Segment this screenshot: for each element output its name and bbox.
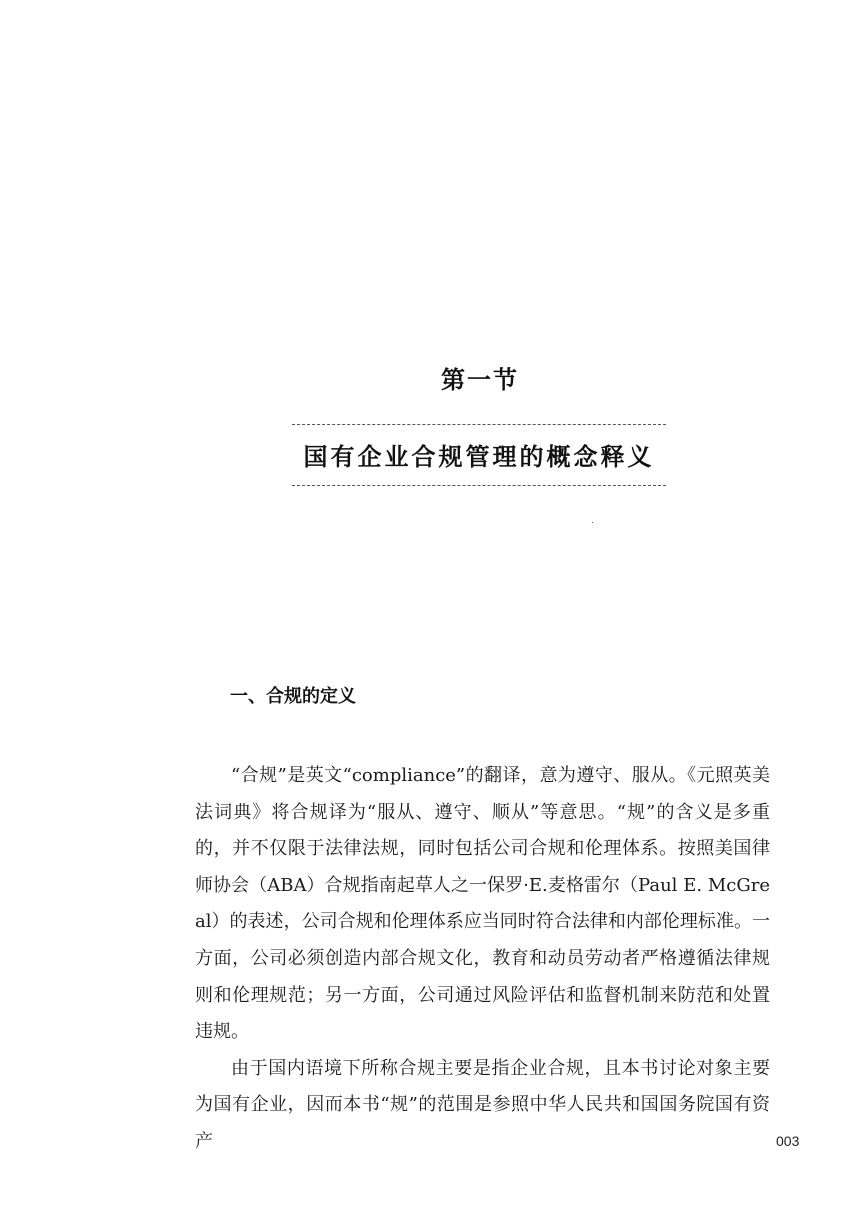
subsection-heading: 一、合规的定义: [230, 686, 356, 707]
scan-speck: [592, 522, 593, 523]
paragraph-1: “合规”是英文“compliance”的翻译，意为遵守、服从。《元照英美法词典》将合规译为“服从、遵守、顺从”等意思。“规”的含义是多重的，并不仅限于法律法规，同时包括公司合规和伦理体系。按照美国律师协会（ABA）合规指南起草人之一保罗·E.麦格雷尔（Paul E. McGreal）的表述，公司合规和伦理体系应当同时符合法律和内部伦理标准。一方面，公司必须创造内部合规文化，教育和动员劳动者严格遵循法律规则和伦理规范；另一方面，公司通过风险评估和监督机制来防范和处置违规。: [195, 765, 770, 1043]
body-text: [195, 758, 770, 1161]
section-title: 国有企业合规管理的概念释义: [303, 443, 655, 471]
paragraph-2: 由于国内语境下所称合规主要是指企业合规，且本书讨论对象主要为国有企业，因而本书“规”的范围是参照中华人民共和国国务院国有资产: [195, 1057, 770, 1152]
page-number: 003: [776, 1133, 800, 1149]
bottom-dashed-rule: [292, 485, 666, 486]
section-number: 第一节: [441, 366, 519, 394]
top-dashed-rule: [292, 424, 666, 425]
